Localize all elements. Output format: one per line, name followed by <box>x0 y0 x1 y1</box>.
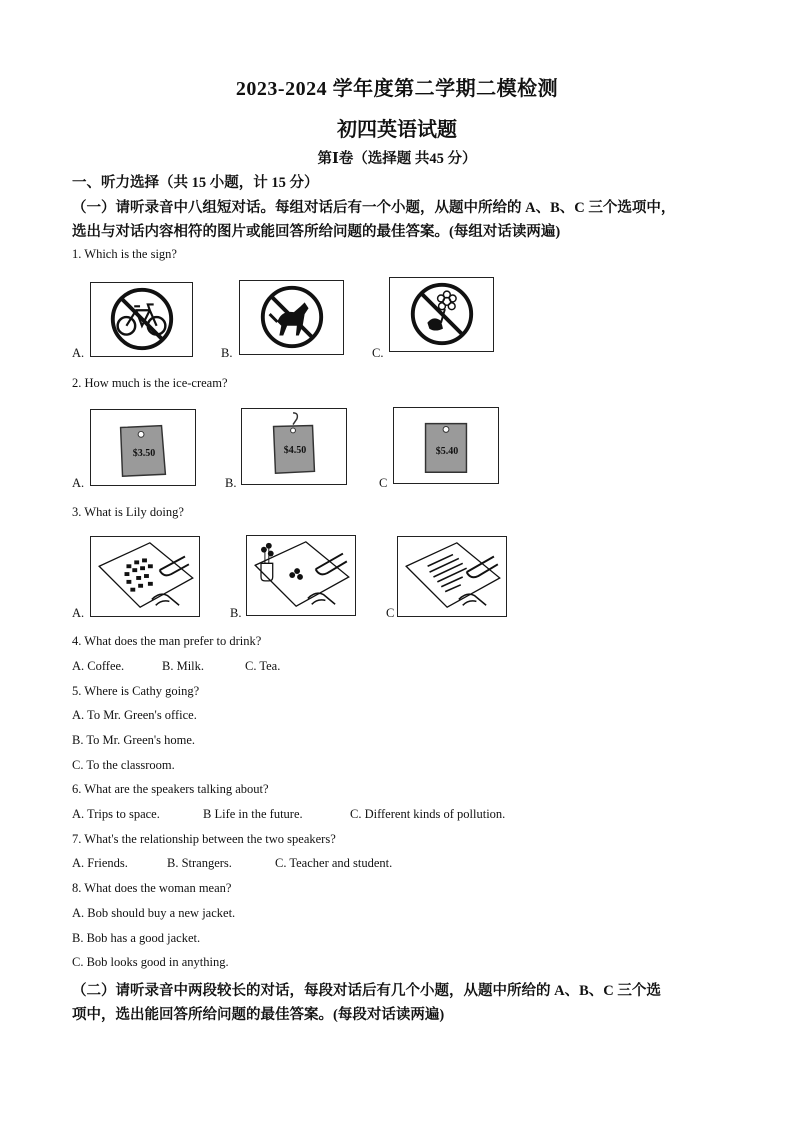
writing-english-image <box>397 536 507 617</box>
q2-option-b-label: B. <box>225 476 237 490</box>
question-7: 7. What's the relationship between the two speakers? <box>72 832 336 846</box>
no-bicycle-icon <box>91 283 192 356</box>
part2-instruction-line1: （二）请听录音中两段较长的对话，每段对话后有几个小题，从题中所给的 A、B、C 三个选 <box>72 983 661 999</box>
q3-option-a-label: A. <box>72 606 85 620</box>
volume-label: 第Ⅰ卷（选择题 共45 分） <box>317 151 477 167</box>
q5-option-a: A. To Mr. Green's office. <box>72 708 197 722</box>
no-bicycle-sign-image <box>90 282 193 357</box>
q6-option-a: A. Trips to space. <box>72 807 160 821</box>
price-tag-text-c: $5.40 <box>435 446 459 457</box>
q8-option-c: C. Bob looks good in anything. <box>72 955 229 969</box>
exam-subtitle: 初四英语试题 <box>337 119 457 141</box>
price-tag-image-b <box>241 408 347 485</box>
q8-option-b: B. Bob has a good jacket. <box>72 931 201 945</box>
q1-option-c-label: C. <box>372 346 384 360</box>
no-picking-flowers-icon <box>390 278 493 351</box>
q2-option-a-label: A. <box>72 476 85 490</box>
part1-instruction-line2: 选出与对话内容相符的图片或能回答所给问题的最佳答案。(每组对话读两遍) <box>72 224 561 240</box>
part1-instruction-line1: （一）请听录音中八组短对话。每组对话后有一个小题，从题中所给的 A、B、C 三个选项中， <box>72 200 676 216</box>
question-1: 1. Which is the sign? <box>72 247 177 261</box>
q6-option-c: C. Different kinds of pollution. <box>350 807 506 821</box>
writing-characters-icon <box>91 537 199 616</box>
no-picking-flowers-sign-image <box>389 277 494 352</box>
part2-instruction-line2: 项中，选出能回答所给问题的最佳答案。(每段对话读两遍) <box>72 1007 445 1023</box>
q7-option-a: A. Friends. <box>72 856 128 870</box>
writing-lines-icon <box>398 537 506 616</box>
drawing-flowers-icon <box>247 536 355 615</box>
price-tag-image-c <box>393 407 499 484</box>
no-dog-sign-image <box>239 280 344 355</box>
question-5: 5. Where is Cathy going? <box>72 684 200 698</box>
section-heading: 一、听力选择（共 15 小题，计 15 分） <box>72 175 319 191</box>
price-tag-text-b: $4.50 <box>283 445 307 456</box>
q4-option-b: B. Milk. <box>162 659 205 673</box>
q5-option-b: B. To Mr. Green's home. <box>72 733 196 747</box>
q5-option-c: C. To the classroom. <box>72 758 175 772</box>
question-4: 4. What does the man prefer to drink? <box>72 634 262 648</box>
q4-option-c: C. Tea. <box>245 659 281 673</box>
q2-option-c-label: C <box>379 476 388 490</box>
q6-option-b: B Life in the future. <box>203 807 303 821</box>
question-3: 3. What is Lily doing? <box>72 505 184 519</box>
price-tag-text-a: $3.50 <box>132 448 156 459</box>
no-dog-icon <box>240 281 343 354</box>
q3-option-b-label: B. <box>230 606 242 620</box>
question-8: 8. What does the woman mean? <box>72 881 232 895</box>
q8-option-a: A. Bob should buy a new jacket. <box>72 906 236 920</box>
q1-option-b-label: B. <box>221 346 233 360</box>
q4-option-a: A. Coffee. <box>72 659 125 673</box>
price-tag-image-a <box>90 409 196 486</box>
q7-option-c: C. Teacher and student. <box>275 856 393 870</box>
writing-chinese-image <box>90 536 200 617</box>
q7-option-b: B. Strangers. <box>167 856 232 870</box>
q3-option-c-label: C <box>386 606 395 620</box>
question-2: 2. How much is the ice-cream? <box>72 376 228 390</box>
q1-option-a-label: A. <box>72 346 85 360</box>
question-6: 6. What are the speakers talking about? <box>72 782 269 796</box>
drawing-flowers-image <box>246 535 356 616</box>
exam-title: 2023-2024 学年度第二学期二模检测 <box>235 78 559 100</box>
